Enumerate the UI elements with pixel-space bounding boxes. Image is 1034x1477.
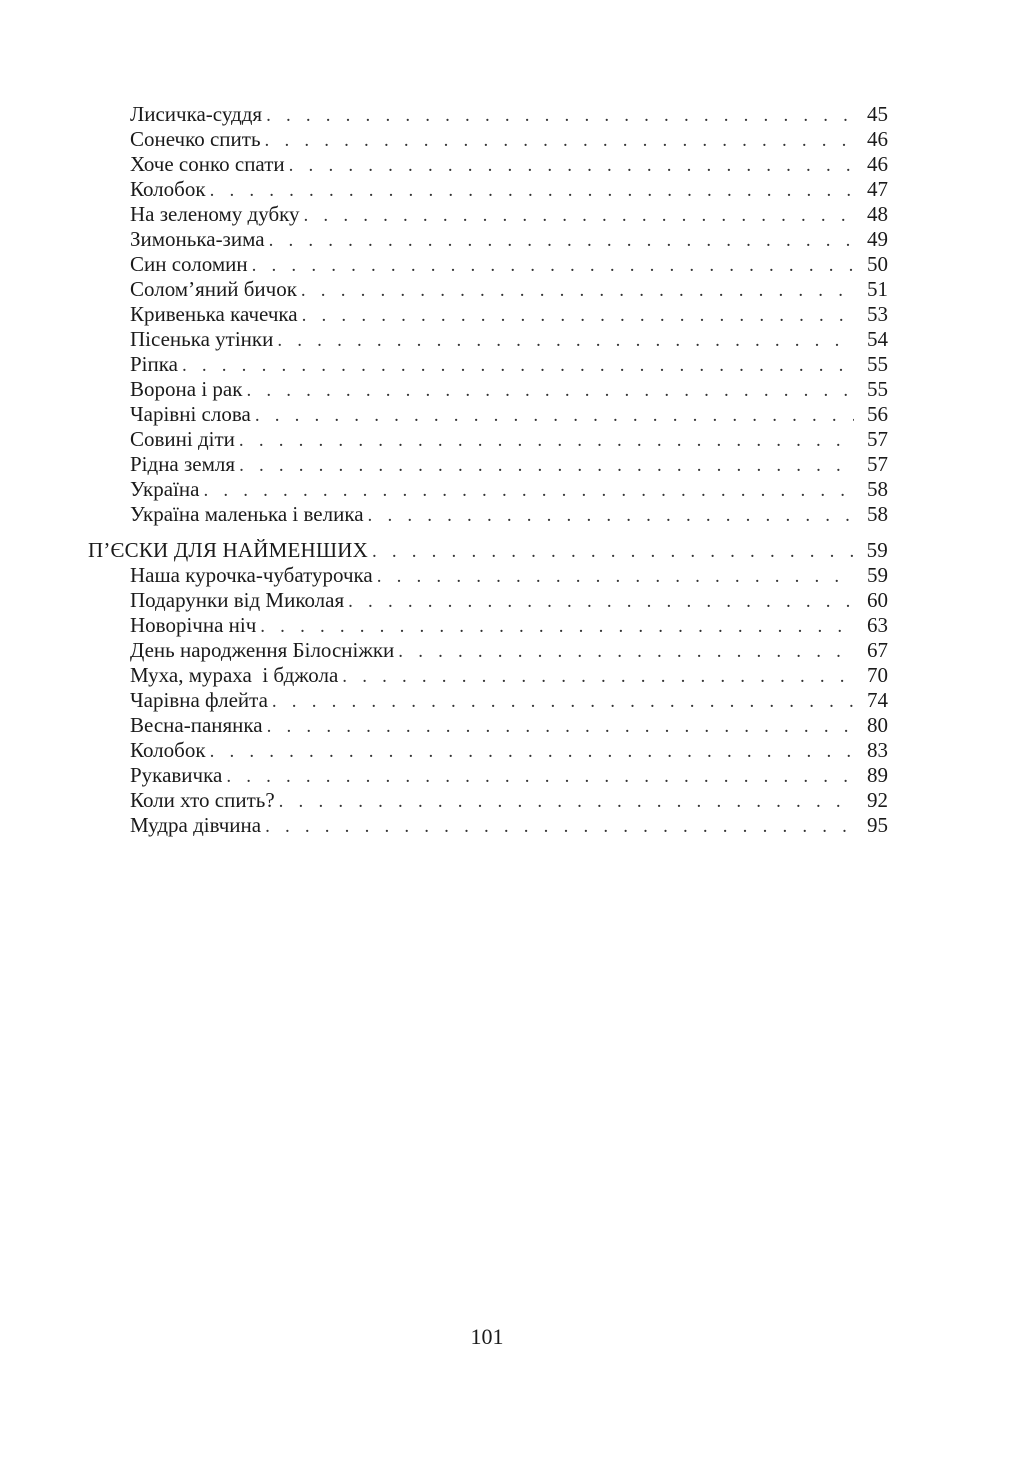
toc-entry-page: 80 (867, 713, 888, 737)
toc-entry-page: 57 (867, 452, 888, 476)
toc-entry (88, 377, 888, 402)
dot-leader (210, 739, 854, 764)
toc-entry (88, 502, 888, 527)
toc-entry-page: 45 (867, 102, 888, 126)
dot-leader (342, 664, 854, 689)
toc-entry-page: 48 (867, 202, 888, 226)
toc-entry-page: 55 (867, 352, 888, 376)
toc-entry-title: День народження Білосніжки (130, 638, 395, 662)
toc-entry-page: 60 (867, 588, 888, 612)
toc-entry (88, 252, 888, 277)
toc-entry-title: Україна маленька і велика (130, 502, 364, 526)
toc-entry (88, 227, 888, 252)
toc-entry (88, 688, 888, 713)
dot-leader (182, 353, 854, 378)
dot-leader (372, 539, 854, 564)
toc-entry-page: 56 (867, 402, 888, 426)
toc-entry (88, 813, 888, 838)
toc-entry-title: Пісенька утінки (130, 327, 274, 351)
dot-leader (260, 614, 854, 639)
toc-entry-title: Рідна земля (130, 452, 236, 476)
toc-entry (88, 327, 888, 352)
dot-leader (368, 503, 854, 528)
toc-entry (88, 713, 888, 738)
toc-entry-title: На зеленому дубку (130, 202, 300, 226)
dot-leader (302, 303, 854, 328)
dot-leader (265, 128, 854, 153)
dot-leader (266, 103, 854, 128)
dot-leader (269, 228, 854, 253)
dot-leader (348, 589, 854, 614)
toc-entry-page: 55 (867, 377, 888, 401)
dot-leader (377, 564, 854, 589)
toc-entry-page: 47 (867, 177, 888, 201)
toc-entry-page: 89 (867, 763, 888, 787)
toc-section-title: П’ЄСКИ ДЛЯ НАЙМЕНШИХ (88, 538, 368, 562)
toc-entry (88, 477, 888, 502)
dot-leader (265, 814, 854, 839)
toc-entry (88, 102, 888, 127)
dot-leader (398, 639, 854, 664)
toc-entry (88, 588, 888, 613)
toc-entry-title: Україна (130, 477, 200, 501)
toc-entry-page: 70 (867, 663, 888, 687)
dot-leader (277, 328, 854, 353)
toc-entry-title: Совині діти (130, 427, 235, 451)
toc-entry-page: 53 (867, 302, 888, 326)
dot-leader (239, 453, 854, 478)
dot-leader (203, 478, 854, 503)
toc-entry-title: Новорічна ніч (130, 613, 257, 637)
toc-entry-page: 83 (867, 738, 888, 762)
toc-entry (88, 452, 888, 477)
dot-leader (252, 253, 854, 278)
toc-entry-title: Весна-панянка (130, 713, 263, 737)
toc-entry (88, 302, 888, 327)
toc-entry (88, 152, 888, 177)
toc-entry-page: 63 (867, 613, 888, 637)
toc-entry-page: 74 (867, 688, 888, 712)
toc-entry-title: Подарунки від Миколая (130, 588, 345, 612)
toc-entry-title: Син соломин (130, 252, 248, 276)
toc-entry-title: Чарівна флейта (130, 688, 268, 712)
dot-leader (304, 203, 854, 228)
toc-entry (88, 277, 888, 302)
toc-entry-page: 46 (867, 127, 888, 151)
toc-entry-title: Солом’яний бичок (130, 277, 297, 301)
toc-entry (88, 177, 888, 202)
toc-entry-title: Мудра дівчина (130, 813, 262, 837)
toc-entry-title: Рукавичка (130, 763, 223, 787)
toc-entry (88, 202, 888, 227)
toc-entry (88, 402, 888, 427)
toc-entry (88, 738, 888, 763)
dot-leader (267, 714, 854, 739)
toc-entry-title: Хоче сонко спати (130, 152, 285, 176)
toc-entry-title: Лисичка-суддя (130, 102, 263, 126)
dot-leader (279, 789, 854, 814)
toc-entry-title: Муха, мураха і бджола (130, 663, 339, 687)
toc-entry-title: Колобок (130, 738, 206, 762)
toc-entry-title: Зимонька-зима (130, 227, 265, 251)
toc-entry-title: Коли хто спить? (130, 788, 275, 812)
toc-entry-page: 54 (867, 327, 888, 351)
dot-leader (246, 378, 854, 403)
toc-entry-page: 57 (867, 427, 888, 451)
toc-entry (88, 427, 888, 452)
toc-entry-page: 51 (867, 277, 888, 301)
toc-entry-title: Кривенька качечка (130, 302, 298, 326)
toc-entry (88, 613, 888, 638)
dot-leader (301, 278, 854, 303)
dot-leader (210, 178, 854, 203)
toc-entry-page: 46 (867, 152, 888, 176)
dot-leader (239, 428, 854, 453)
dot-leader (289, 153, 854, 178)
dot-leader (226, 764, 854, 789)
toc-section-page: 59 (866, 538, 888, 562)
toc-entry-page: 58 (867, 477, 888, 501)
page-number: 101 (470, 1324, 504, 1349)
toc-entry-page: 49 (867, 227, 888, 251)
toc-entry-page: 95 (867, 813, 888, 837)
toc-entry-page: 50 (867, 252, 888, 276)
toc-entry-title: Колобок (130, 177, 206, 201)
toc-entry (88, 563, 888, 588)
toc-entry-title: Наша курочка-чубатурочка (130, 563, 373, 587)
toc-entry-page: 59 (867, 563, 888, 587)
toc-entry (88, 788, 888, 813)
toc-entry (88, 127, 888, 152)
toc-entry-page: 67 (867, 638, 888, 662)
toc-section-heading (88, 538, 888, 563)
table-of-contents (88, 102, 888, 838)
dot-leader (272, 689, 854, 714)
toc-entry (88, 763, 888, 788)
toc-entry-title: Ворона і рак (130, 377, 243, 401)
toc-entry (88, 638, 888, 663)
dot-leader (255, 403, 854, 428)
toc-entry-title: Сонечко спить (130, 127, 261, 151)
toc-entry-page: 92 (867, 788, 888, 812)
toc-entry (88, 663, 888, 688)
toc-entry-title: Ріпка (130, 352, 178, 376)
toc-entry (88, 352, 888, 377)
toc-entry-page: 58 (867, 502, 888, 526)
toc-entry-title: Чарівні слова (130, 402, 251, 426)
